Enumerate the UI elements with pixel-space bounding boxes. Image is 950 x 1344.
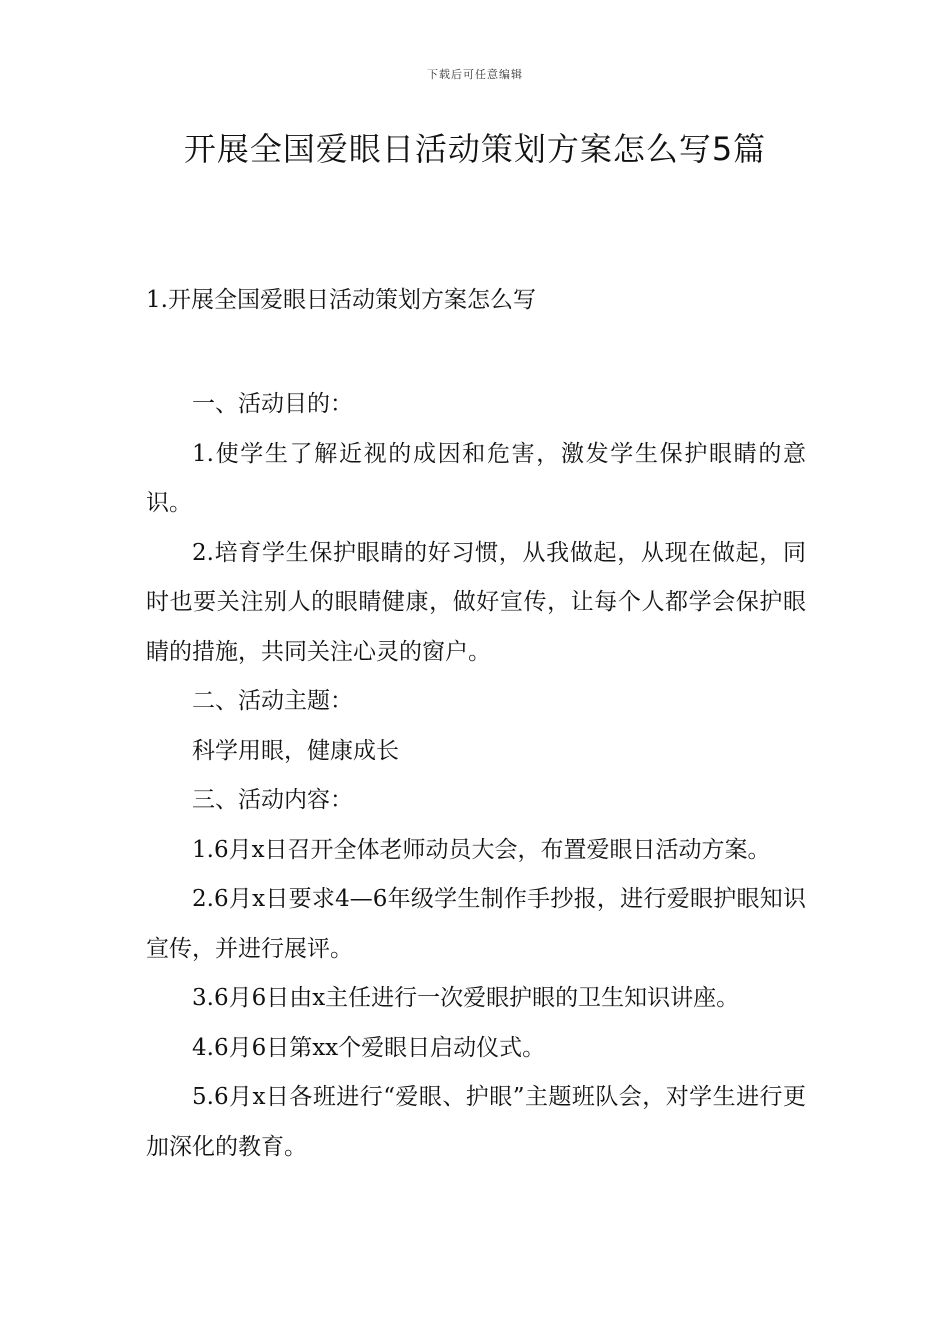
document-body bbox=[146, 380, 806, 1172]
paragraph-theme: 科学用眼，健康成长 bbox=[192, 737, 399, 764]
paragraph-purpose-2: 2.培育学生保护眼睛的好习惯，从我做起，从现在做起，同时也要关注别人的眼睛健康，做好宣传，让每个人都学会保护眼睛的措施，共同关注心灵的窗户。 bbox=[146, 539, 806, 665]
heading-activity-theme: 二、活动主题： bbox=[192, 688, 353, 714]
paragraph-content-3: 3.6月6日由x主任进行一次爱眼护眼的卫生知识讲座。 bbox=[192, 985, 740, 1011]
section-heading: 1.开展全国爱眼日活动策划方案怎么写 bbox=[146, 287, 536, 313]
paragraph-purpose-1: 1.使学生了解近视的成因和危害，激发学生保护眼睛的意识。 bbox=[146, 440, 806, 516]
paragraph-content-2: 2.6月x日要求4—6年级学生制作手抄报，进行爱眼护眼知识宣传，并进行展评。 bbox=[146, 886, 806, 962]
heading-activity-content: 三、活动内容： bbox=[192, 787, 353, 813]
document-title: 开展全国爱眼日活动策划方案怎么写5篇 bbox=[183, 130, 767, 168]
header-note: 下载后可任意编辑 bbox=[427, 68, 523, 81]
paragraph-content-1: 1.6月x日召开全体老师动员大会，布置爱眼日活动方案。 bbox=[192, 836, 771, 863]
paragraph-content-5: 5.6月x日各班进行“爱眼、护眼”主题班队会，对学生进行更加深化的教育。 bbox=[146, 1084, 806, 1160]
paragraph-content-4: 4.6月6日第xx个爱眼日启动仪式。 bbox=[192, 1034, 546, 1061]
heading-activity-purpose: 一、活动目的： bbox=[192, 391, 353, 417]
